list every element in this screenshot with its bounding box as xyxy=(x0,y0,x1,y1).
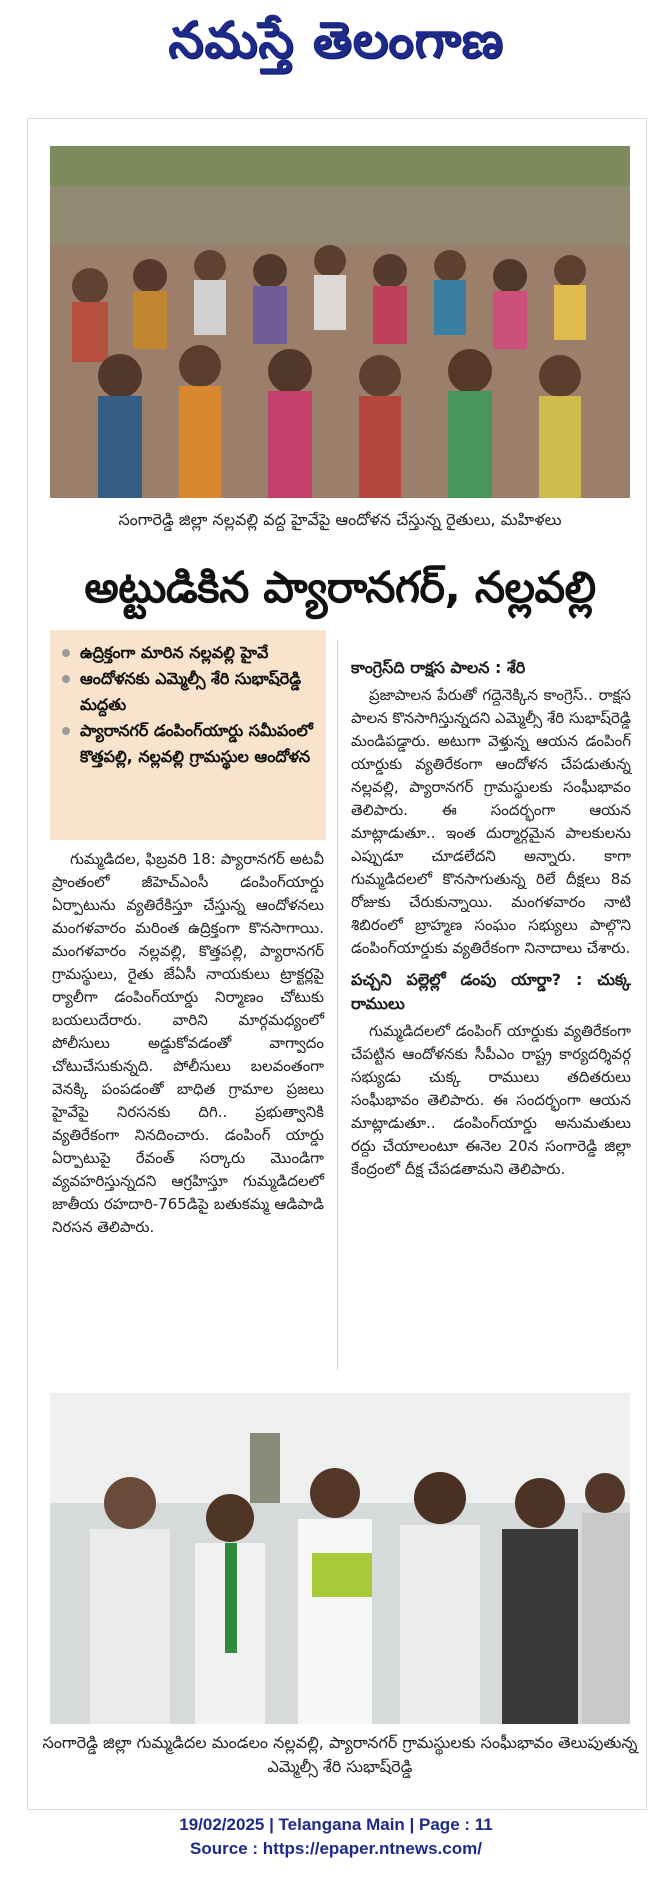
article-body-right xyxy=(351,656,631,1185)
body-paragraph: గుమ్మడిదల, ఫిబ్రవరి 18: ప్యారానగర్ అటవీ ప్రాంతంలో జీహెచ్‌ఎంసీ డంపింగ్‌యార్డు ఏర్పాటును వ్యతిరేకిస్తూ చేస్తున్న ఆందోళనలు మంగళవారం మరింత ఉద్రిక్తంగా కొనసాగాయి. మంగళవారం నల్లవల్లి, కొత్తపల్లి, ప్యారానగర్ గ్రామస్థులు, రైతు జేఏసీ నాయకులు ట్రాక్టర్లపై ర్యాలీగా డంపింగ్‌యార్డు నిర్మాణం చోటుకు బయలుదేరారు. వారిని మార్గమధ్యంలో పోలీసులు అడ్డుకోవడంతో వాగ్వాదం చోటుచేసుకున్నది. పోలీసులు బలవంతంగా వెనక్కి పంపడంతో బాధిత గ్రామాల ప్రజలు హైవేపై నిరసనకు దిగి.. ప్రభుత్వానికి వ్యతిరేకంగా నినదించారు. డంపింగ్ యార్డు ఏర్పాటుపై రేవంత్ సర్కారు మొండిగా వ్యవహరిస్తున్నదని ఆగ్రహిస్తూ గుమ్మడిదలలో జాతీయ రహదారి-765డిపై బతుకమ్మ ఆడిపాడి నిరసన తెలిపారు. xyxy=(52,850,324,1236)
article-headline: అట్టుడికిన ప్యారానగర్, నల్లవల్లి xyxy=(84,563,596,613)
highlight-item: ప్యారానగర్ డంపింగ్‌యార్డు సమీపంలో కొత్తపల్లి, నల్లవల్లి గ్రామస్థుల ఆందోళన xyxy=(58,718,318,770)
newspaper-logo: నమస్తే తెలంగాణ xyxy=(168,10,504,69)
protest-photo xyxy=(50,146,630,498)
article-body-left xyxy=(52,848,324,1243)
section-title: పచ్చని పల్లెల్లో డంపు యార్డా? : చుక్క రాములు xyxy=(351,970,631,1013)
section-title: కాంగ్రెస్‌ది రాక్షస పాలన : శేరి xyxy=(351,658,526,677)
highlight-item: ఉద్రిక్తంగా మారిన నల్లవల్లి హైవే xyxy=(58,640,318,666)
edition-info: 19/02/2025 | Telangana Main | Page : 11 xyxy=(179,1815,493,1834)
source-link[interactable]: Source : https://epaper.ntnews.com/ xyxy=(190,1839,482,1858)
page-footer xyxy=(0,1813,672,1861)
column-divider xyxy=(337,640,338,1370)
photo-caption-bottom: సంగారెడ్డి జిల్లా గుమ్మడిదల మండలం నల్లవల్లి, ప్యారానగర్ గ్రామస్థులకు సంఘీభావం తెలుపుతున్న ఎమ్మెల్సీ శేరి సుభాష్‌రెడ్డి xyxy=(42,1733,638,1776)
mlc-solidarity-photo xyxy=(50,1393,630,1724)
highlights-box xyxy=(50,630,326,840)
masthead xyxy=(0,0,672,92)
body-paragraph: గుమ్మడిదలలో డంపింగ్ యార్డుకు వ్యతిరేకంగా చేపట్టిన ఆందోళనకు సీపీఎం రాష్ట్ర కార్యదర్శివర్గ సభ్యుడు చుక్క రాములు తదితరులు సంఘీభావం తెలిపారు. ఈ సందర్భంగా ఆయన మాట్లాడుతూ.. డంపింగ్‌యార్డు అనుమతులు రద్దు చేయాలంటూ ఈనెల 20న సంగారెడ్డి జిల్లా కేంద్రంలో దీక్ష చేపడతామని తెలిపారు. xyxy=(351,1022,631,1178)
highlight-item: ఆందోళనకు ఎమ్మెల్సీ శేరి సుభాష్‌రెడ్డి మద్దతు xyxy=(58,666,318,718)
body-paragraph: ప్రజాపాలన పేరుతో గద్దెనెక్కిన కాంగ్రెస్.. రాక్షస పాలన కొనసాగిస్తున్నదని ఎమ్మెల్సీ శేరి సుభాష్‌రెడ్డి మండిపడ్డారు. అటుగా వెళ్తున్న ఆయన డంపింగ్ యార్డుకు వ్యతిరేకంగా ఆందోళన చేపడుతున్న నల్లవల్లి, ప్యారానగర్ గ్రామస్థులకు సంఘీభావం తెలిపారు. ఈ సందర్భంగా ఆయన మాట్లాడుతూ.. ఇంత దుర్మార్గమైన పాలకులను ఎప్పుడూ చూడలేదని అన్నారు. కాగా గుమ్మడిదలలో కొనసాగుతున్న రిలే దీక్షలు 8వ రోజుకు చేరుకున్నాయి. మంగళవారం నాటి శిబిరంలో బ్రాహ్మణ సంఘం సభ్యులు పాల్గొని డంపింగ్‌యార్డుకు వ్యతిరేకంగా నినాదాలు చేశారు. xyxy=(351,686,631,957)
photo-caption-top: సంగారెడ్డి జిల్లా నల్లవల్లి వద్ద హైవేపై ఆందోళన చేస్తున్న రైతులు, మహిళలు xyxy=(118,510,562,529)
